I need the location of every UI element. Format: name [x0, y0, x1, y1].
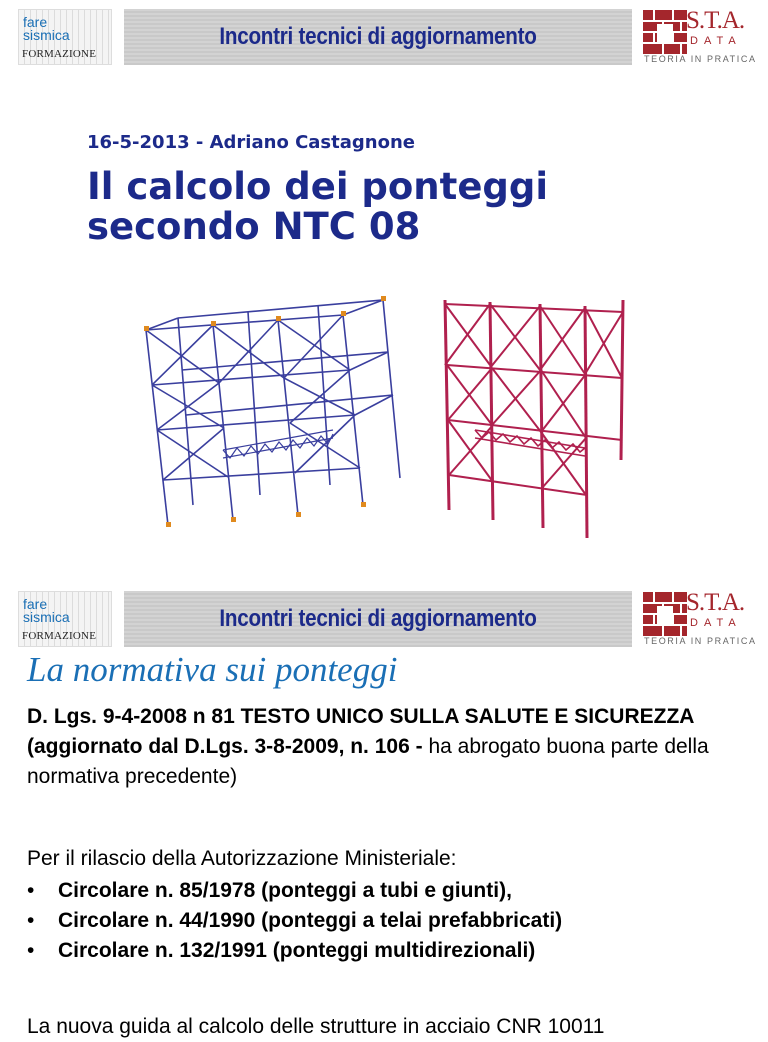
logo-name: S.T.A. — [686, 7, 745, 34]
logo-tagline: TEORIA IN PRATICA — [644, 54, 757, 64]
date-author: 16-5-2013 - Adriano Castagnone — [87, 132, 415, 153]
header-banner — [124, 9, 632, 65]
banner-title: Incontri tecnici di aggiornamento — [219, 605, 537, 632]
logo-text-line2: sismica — [23, 27, 70, 43]
list-item — [27, 906, 562, 936]
section-title: La normativa sui ponteggi — [27, 650, 398, 689]
title-line-1: Il calcolo dei ponteggi — [87, 165, 549, 208]
law-note: ha abrogato buona parte della normativa precedente) — [27, 735, 709, 788]
logo-sub: DATA — [690, 617, 742, 629]
sta-data-logo — [642, 589, 757, 647]
logo-text-line1: fare — [23, 14, 48, 30]
list-item-text: Circolare n. 132/1991 (ponteggi multidirezionali) — [58, 939, 536, 962]
law-paragraph — [27, 702, 757, 792]
scaffold-model-wireframe — [138, 290, 413, 540]
list-item — [27, 876, 562, 906]
logo-text-line3: FORMAZIONE — [22, 630, 97, 642]
title-line-2: secondo NTC 08 — [87, 205, 421, 248]
list-item-text: Circolare n. 85/1978 (ponteggi a tubi e giunti), — [58, 879, 512, 902]
slide-title — [87, 167, 548, 247]
cut-off-paragraph: La nuova guida al calcolo delle strutture in acciaio CNR 10011 — [27, 1015, 605, 1038]
law-title: D. Lgs. 9-4-2008 n 81 TESTO UNICO SULLA SALUTE E SICUREZZA (aggiornato dal D.Lgs. 3-8-2009, n. 106 - — [27, 705, 694, 758]
logo-text-line3: FORMAZIONE — [22, 48, 97, 60]
slide-2 — [0, 582, 768, 1038]
fare-sismica-logo — [18, 9, 112, 65]
bullet-icon: • — [27, 909, 35, 932]
bullet-icon: • — [27, 939, 35, 962]
logo-text-line2: sismica — [23, 609, 70, 625]
slide-header — [0, 582, 768, 652]
bullet-icon: • — [27, 879, 35, 902]
list-item — [27, 936, 562, 966]
logo-sub: DATA — [690, 35, 742, 47]
circolari-list — [27, 876, 562, 966]
slide-header — [0, 0, 768, 70]
logo-name: S.T.A. — [686, 589, 745, 616]
scaffold-model-solid — [435, 290, 630, 540]
banner-title: Incontri tecnici di aggiornamento — [219, 23, 537, 50]
header-banner — [124, 591, 632, 647]
logo-text-line1: fare — [23, 596, 48, 612]
list-item-text: Circolare n. 44/1990 (ponteggi a telai prefabbricati) — [58, 909, 563, 932]
fare-sismica-logo — [18, 591, 112, 647]
brick-wall-icon — [643, 10, 687, 54]
brick-wall-icon — [643, 592, 687, 636]
logo-tagline: TEORIA IN PRATICA — [644, 636, 757, 646]
authorization-intro: Per il rilascio della Autorizzazione Ministeriale: — [27, 847, 457, 870]
sta-data-logo — [642, 7, 757, 65]
